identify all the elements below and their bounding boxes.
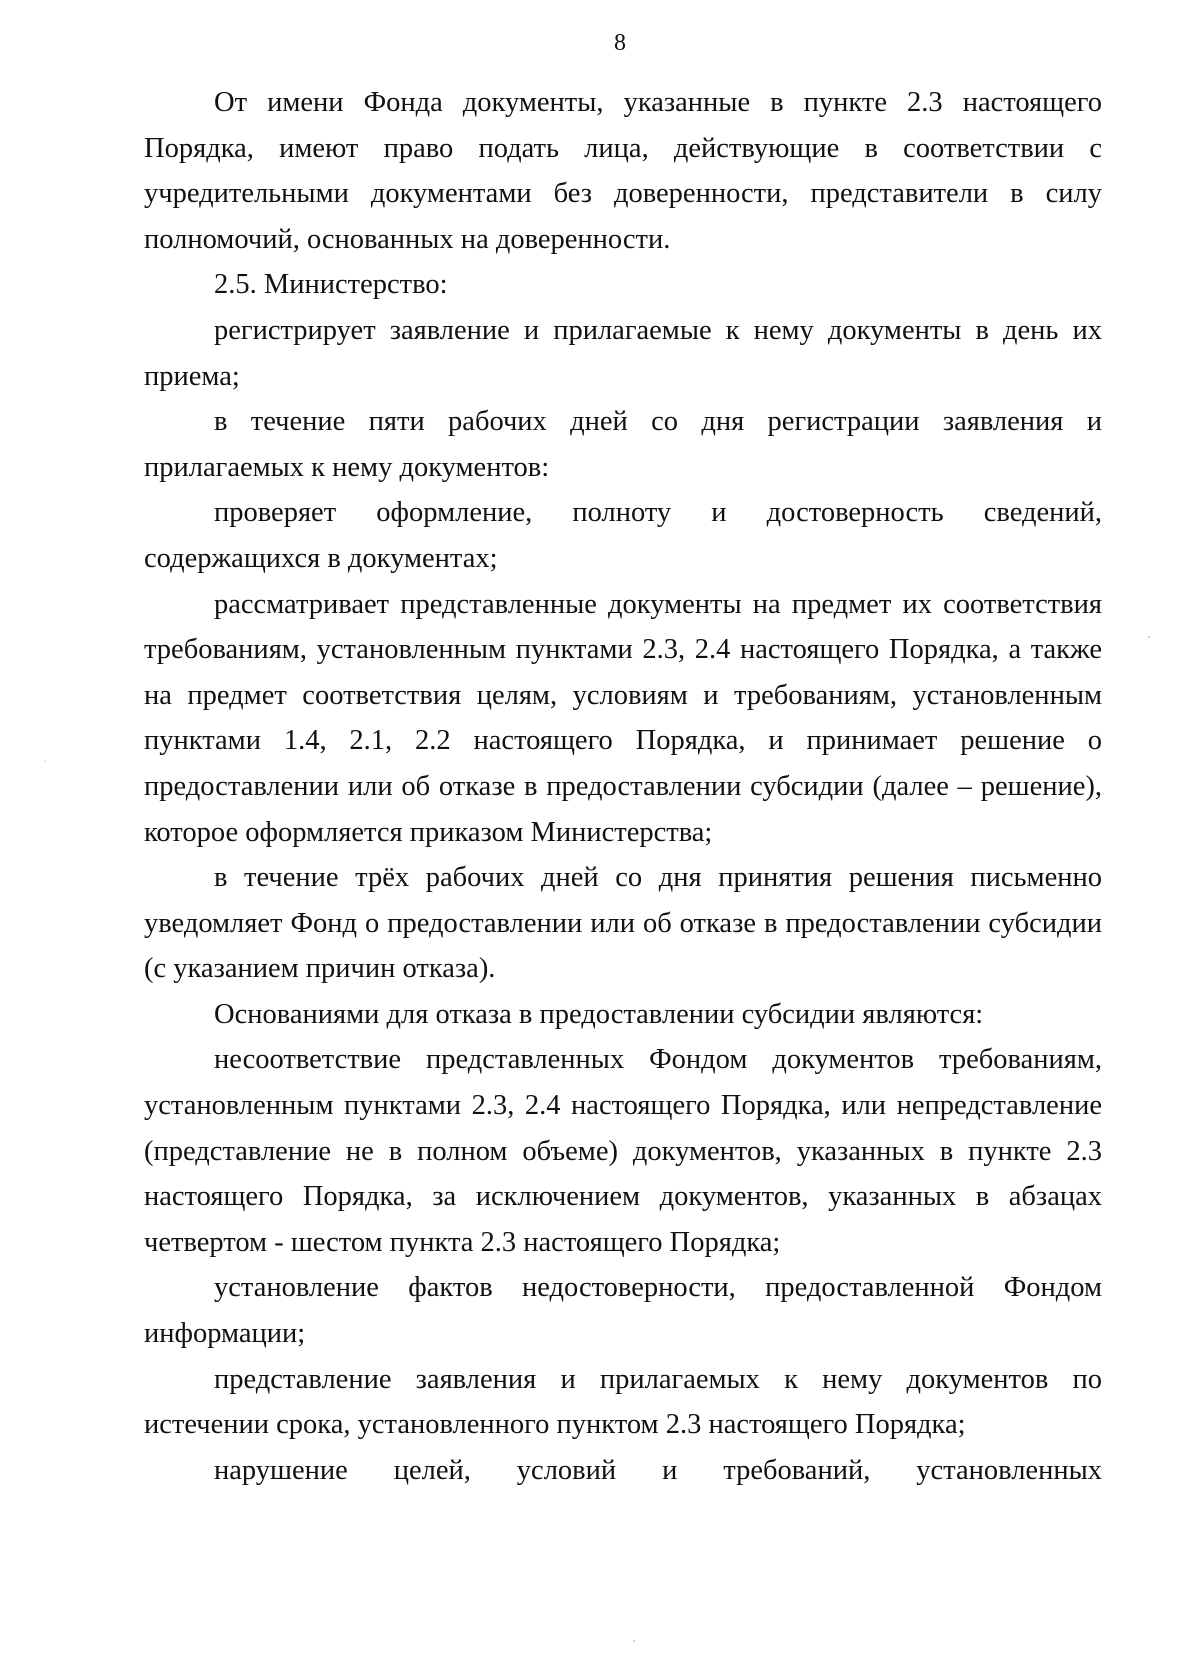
paragraph-refusal-inaccuracy: установление фактов недостоверности, предоставленной Фондом информации; [144, 1272, 1102, 1350]
paragraph-section-2-5-heading: 2.5. Министерство: [214, 269, 448, 301]
paragraph-refusal-nonconformity: несоответствие представленных Фондом документов требованиям, установленным пунктами 2.3, 2.4 настоящего Порядка, или непредставление (представление не в полном объеме) документов, указанных в пункте 2.3 настоящего Порядка, за исключением документов, указанных в абзацах четвертом - шестом пункта 2.3 настоящего Порядка; [144, 1044, 1102, 1258]
paragraph-three-working-days-notice: в течение трёх рабочих дней со дня принятия решения письменно уведомляет Фонд о предоставлении или об отказе в предоставлении субсидии (с указанием причин отказа). [144, 862, 1102, 985]
paragraph-registers-application: регистрирует заявление и прилагаемые к нему документы в день их приема; [144, 314, 1102, 392]
paragraph-five-working-days: в течение пяти рабочих дней со дня регистрации заявления и прилагаемых к нему документов: [144, 406, 1102, 483]
paragraph-fund-submission: От имени Фонда документы, указанные в пункте 2.3 настоящего Порядка, имеют право подать лица, действующие в соответствии с учредительными документами без доверенности, представители в силу полномочий, основанных на доверенности. [144, 87, 1102, 255]
paragraph-refusal-violation: нарушение целей, условий и требований, установленных [214, 1454, 1102, 1486]
document-body [144, 80, 1102, 1493]
scan-speck [633, 1640, 635, 1642]
scan-speck [1148, 636, 1150, 638]
paragraph-checks-documents: проверяет оформление, полноту и достоверность сведений, содержащихся в документах; [144, 497, 1102, 574]
scan-speck [44, 760, 46, 762]
paragraph-reviews-documents: рассматривает представленные документы на предмет их соответствия требованиям, установленным пунктами 2.3, 2.4 настоящего Порядка, а также на предмет соответствия целям, условиям и требованиям, установленным пунктами 1.4, 2.1, 2.2 настоящего Порядка, и принимает решение о предоставлении или об отказе в предоставлении субсидии (далее – решение), которое оформляется приказом Министерства; [144, 588, 1102, 848]
paragraph-refusal-grounds-heading: Основаниями для отказа в предоставлении субсидии являются: [214, 998, 984, 1030]
page-number: 8 [614, 30, 626, 56]
paragraph-refusal-late-submission: представление заявления и прилагаемых к нему документов по истечении срока, установленного пунктом 2.3 настоящего Порядка; [144, 1363, 1102, 1441]
